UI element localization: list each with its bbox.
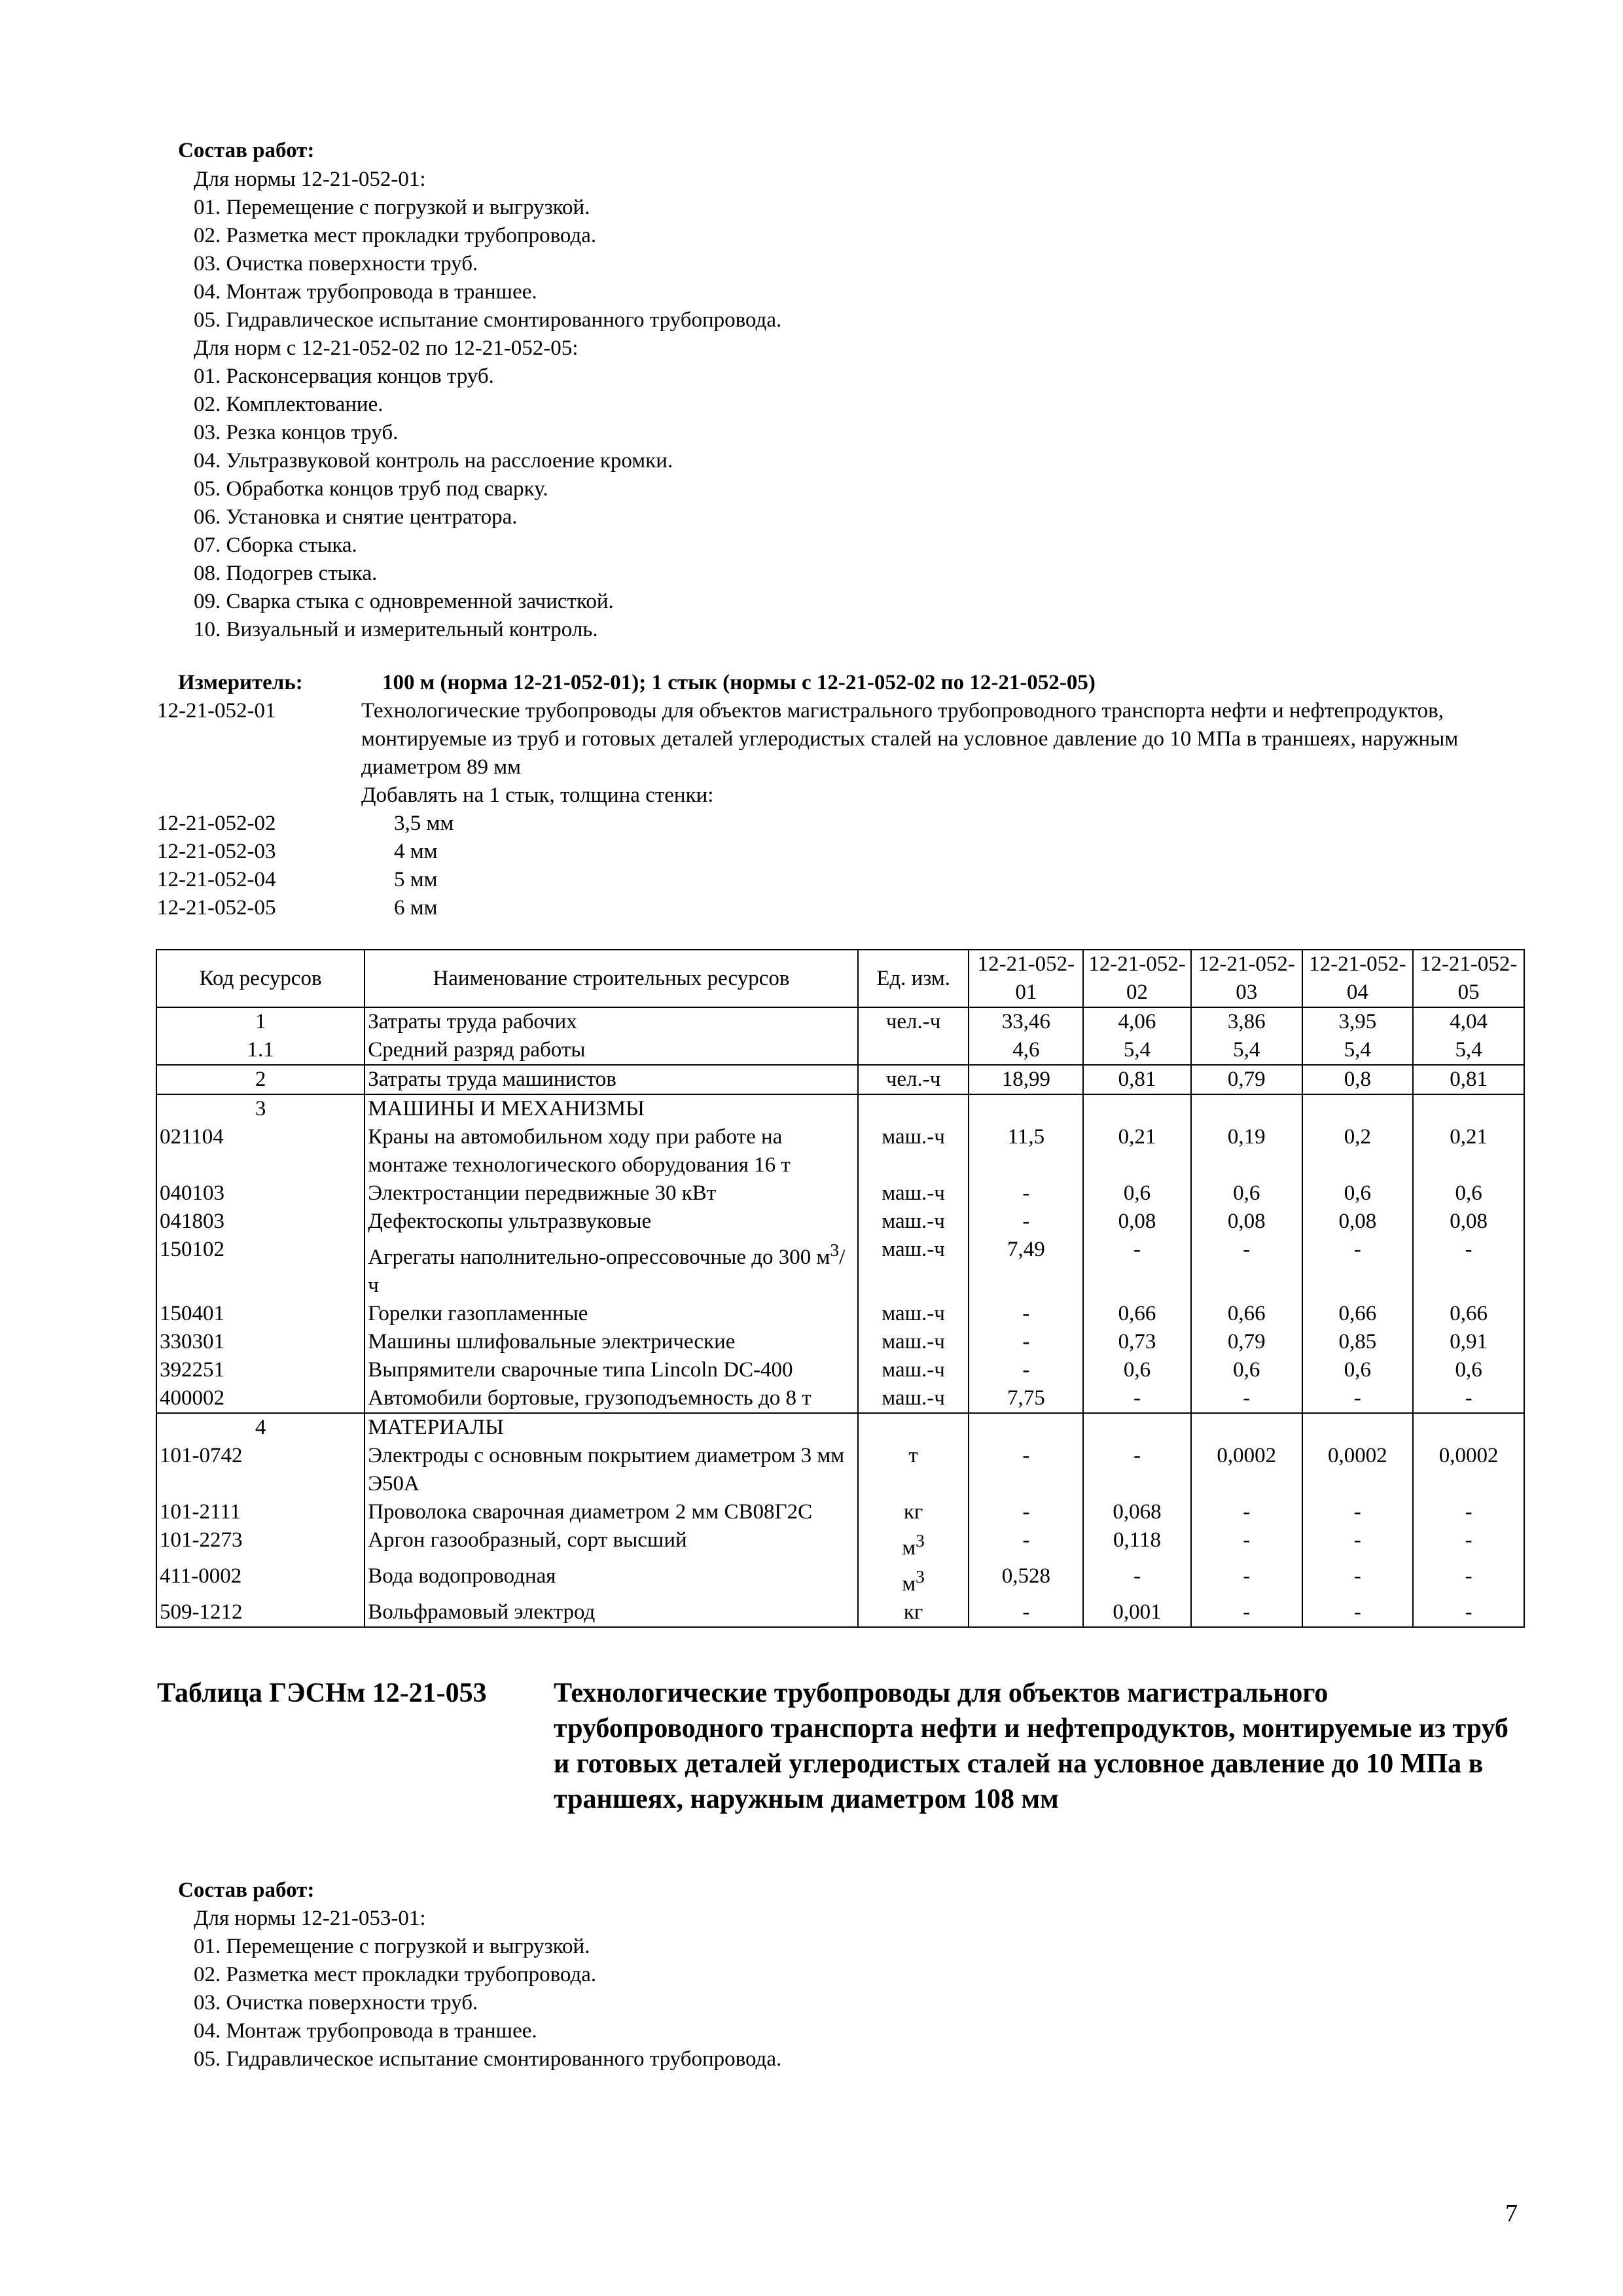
row-name: Горелки газопламенные xyxy=(365,1300,858,1328)
norm-description: Технологические трубопроводы для объектов магистрального трубопроводного транспорта нефти и нефтепродуктов, монтируемые из труб и готовых деталей углеродистых сталей на условное давление до 10 МПа в траншеях, наружным диаметром 89 мм xyxy=(361,699,1459,779)
row-value: - xyxy=(969,1598,1083,1627)
header-col: 12-21-052-01 xyxy=(969,950,1083,1007)
row-value: 18,99 xyxy=(969,1065,1083,1094)
composition-heading: Состав работ: xyxy=(178,1878,315,1902)
row-value: 0,6 xyxy=(1413,1356,1524,1384)
composition-line: 04. Ультразвуковой контроль на расслоение кромки. xyxy=(194,449,673,473)
table-row xyxy=(156,1094,1524,1123)
row-value: - xyxy=(1413,1236,1524,1300)
row-name: Проволока сварочная диаметром 2 мм СВ08Г2С xyxy=(365,1498,858,1526)
row-name: Электростанции передвижные 30 кВт xyxy=(365,1179,858,1208)
composition-line: 05. Обработка концов труб под сварку. xyxy=(194,477,548,501)
variant-code: 12-21-052-04 xyxy=(157,868,276,891)
row-value: 0,0002 xyxy=(1302,1442,1414,1498)
add-per-joint-text: Добавлять на 1 стык, толщина стенки: xyxy=(361,783,714,807)
row-name: Вода водопроводная xyxy=(365,1562,858,1598)
row-value: - xyxy=(1413,1562,1524,1598)
row-value: 0,66 xyxy=(1083,1300,1191,1328)
row-name: МАТЕРИАЛЫ xyxy=(365,1413,858,1442)
table-row xyxy=(156,1036,1524,1065)
table-row xyxy=(156,1065,1524,1094)
row-value: - xyxy=(1083,1442,1191,1498)
row-code: 2 xyxy=(156,1065,365,1094)
row-name: Средний разряд работы xyxy=(365,1036,858,1065)
row-value: 5,4 xyxy=(1413,1036,1524,1065)
superscript: 3 xyxy=(830,1240,840,1260)
composition-line: 05. Гидравлическое испытание смонтированного трубопровода. xyxy=(194,2047,782,2071)
row-value: 0,66 xyxy=(1191,1300,1302,1328)
row-code: 400002 xyxy=(156,1384,365,1413)
variant-value: 4 мм xyxy=(394,840,438,863)
composition-line: Для нормы 12-21-053-01: xyxy=(194,1907,426,1930)
row-value: 0,0002 xyxy=(1191,1442,1302,1498)
table-row xyxy=(156,1356,1524,1384)
table-row xyxy=(156,1562,1524,1598)
row-value: 0,001 xyxy=(1083,1598,1191,1627)
row-name: Затраты труда машинистов xyxy=(365,1065,858,1094)
row-value: 0,21 xyxy=(1413,1123,1524,1179)
norm-code: 12-21-052-01 xyxy=(157,699,276,723)
composition-line: Для норм с 12-21-052-02 по 12-21-052-05: xyxy=(194,336,579,360)
row-value: - xyxy=(1302,1498,1414,1526)
composition-line: 02. Разметка мест прокладки трубопровода. xyxy=(194,224,597,247)
table-row xyxy=(156,1384,1524,1413)
row-name-text: Агрегаты наполнительно-опрессовочные до 300 м xyxy=(368,1246,830,1269)
row-unit: маш.-ч xyxy=(858,1236,969,1300)
row-unit: маш.-ч xyxy=(858,1356,969,1384)
composition-line: 03. Резка концов труб. xyxy=(194,421,399,444)
row-name: Аргон газообразный, сорт высший xyxy=(365,1526,858,1562)
table-row xyxy=(156,1300,1524,1328)
table-row xyxy=(156,1413,1524,1442)
row-unit: маш.-ч xyxy=(858,1123,969,1179)
page-number: 7 xyxy=(1505,2200,1518,2227)
header-col: 12-21-052-05 xyxy=(1413,950,1524,1007)
composition-line: 09. Сварка стыка с одновременной зачисткой. xyxy=(194,590,614,613)
row-value: - xyxy=(969,1208,1083,1236)
row-code: 1 xyxy=(156,1007,365,1036)
composition-line: 01. Перемещение с погрузкой и выгрузкой. xyxy=(194,1935,590,1958)
resources-table xyxy=(156,949,1525,1628)
row-value: 5,4 xyxy=(1191,1036,1302,1065)
row-unit: маш.-ч xyxy=(858,1208,969,1236)
row-value: 0,66 xyxy=(1302,1300,1414,1328)
row-value: - xyxy=(969,1300,1083,1328)
row-value: 7,49 xyxy=(969,1236,1083,1300)
row-value: 0,08 xyxy=(1302,1208,1414,1236)
composition-line: 03. Очистка поверхности труб. xyxy=(194,252,478,276)
composition-line: 02. Комплектование. xyxy=(194,393,383,416)
table-row xyxy=(156,1498,1524,1526)
row-value: 0,08 xyxy=(1413,1208,1524,1236)
row-unit: чел.-ч xyxy=(858,1065,969,1094)
row-unit: т xyxy=(858,1442,969,1498)
row-value: 0,08 xyxy=(1083,1208,1191,1236)
row-code: 101-0742 xyxy=(156,1442,365,1498)
row-value: 0,6 xyxy=(1083,1179,1191,1208)
row-name: Затраты труда рабочих xyxy=(365,1007,858,1036)
row-value: 0,19 xyxy=(1191,1123,1302,1179)
row-value: - xyxy=(1191,1562,1302,1598)
row-code: 4 xyxy=(156,1413,365,1442)
row-value: 0,8 xyxy=(1302,1065,1414,1094)
row-value: 0,528 xyxy=(969,1562,1083,1598)
row-value: - xyxy=(969,1498,1083,1526)
row-value: - xyxy=(1302,1526,1414,1562)
row-value: 5,4 xyxy=(1083,1036,1191,1065)
row-name: Автомобили бортовые, грузоподъемность до 8 т xyxy=(365,1384,858,1413)
row-value: - xyxy=(1413,1526,1524,1562)
row-name xyxy=(365,1236,858,1300)
unit-text: м xyxy=(902,1572,916,1596)
composition-line: 03. Очистка поверхности труб. xyxy=(194,1991,478,2015)
header-code: Код ресурсов xyxy=(156,950,365,1007)
row-value: 0,6 xyxy=(1413,1179,1524,1208)
row-unit: маш.-ч xyxy=(858,1179,969,1208)
row-value: - xyxy=(1191,1236,1302,1300)
row-code: 509-1212 xyxy=(156,1598,365,1627)
composition-list xyxy=(194,1905,781,2073)
header-name: Наименование строительных ресурсов xyxy=(365,950,858,1007)
row-value: 0,79 xyxy=(1191,1065,1302,1094)
row-unit: маш.-ч xyxy=(858,1384,969,1413)
composition-line: 10. Визуальный и измерительный контроль. xyxy=(194,618,598,641)
row-code: 040103 xyxy=(156,1179,365,1208)
table-description: Технологические трубопроводы для объектов магистрального трубопроводного транспорта нефти и нефтепродуктов, монтируемые из труб и готовых деталей углеродистых сталей на условное давление до 10 МПа в траншеях, наружным диаметром 108 мм xyxy=(554,1678,1508,1814)
table-title xyxy=(157,1676,1518,1817)
composition-line: 05. Гидравлическое испытание смонтированного трубопровода. xyxy=(194,308,782,332)
row-value: 0,0002 xyxy=(1413,1442,1524,1498)
row-value: 0,91 xyxy=(1413,1328,1524,1356)
row-value: 0,85 xyxy=(1302,1328,1414,1356)
row-value: - xyxy=(969,1356,1083,1384)
composition-line: 07. Сборка стыка. xyxy=(194,533,357,557)
row-code: 041803 xyxy=(156,1208,365,1236)
row-value: - xyxy=(969,1442,1083,1498)
row-value: 4,04 xyxy=(1413,1007,1524,1036)
row-value: - xyxy=(1413,1498,1524,1526)
composition-line: Для нормы 12-21-052-01: xyxy=(194,168,426,191)
row-name: Вольфрамовый электрод xyxy=(365,1598,858,1627)
superscript: 3 xyxy=(916,1566,925,1587)
table-row xyxy=(156,1123,1524,1179)
composition-line: 08. Подогрев стыка. xyxy=(194,562,378,585)
row-name: Электроды с основным покрытием диаметром 3 мм Э50А xyxy=(365,1442,858,1498)
row-value: 0,81 xyxy=(1083,1065,1191,1094)
row-name: МАШИНЫ И МЕХАНИЗМЫ xyxy=(365,1094,858,1123)
row-unit: кг xyxy=(858,1598,969,1627)
row-value: 0,068 xyxy=(1083,1498,1191,1526)
row-value: 3,95 xyxy=(1302,1007,1414,1036)
row-value: - xyxy=(1302,1384,1414,1413)
table-code: Таблица ГЭСНм 12-21-053 xyxy=(157,1678,487,1708)
row-value: 0,81 xyxy=(1413,1065,1524,1094)
row-value: - xyxy=(1302,1236,1414,1300)
header-col: 12-21-052-04 xyxy=(1302,950,1414,1007)
row-name: Дефектоскопы ультразвуковые xyxy=(365,1208,858,1236)
row-code: 3 xyxy=(156,1094,365,1123)
row-code: 021104 xyxy=(156,1123,365,1179)
row-value: 0,73 xyxy=(1083,1328,1191,1356)
row-name: Выпрямители сварочные типа Lincoln DC-400 xyxy=(365,1356,858,1384)
row-value: 4,06 xyxy=(1083,1007,1191,1036)
row-value: 11,5 xyxy=(969,1123,1083,1179)
row-code: 1.1 xyxy=(156,1036,365,1065)
row-unit: маш.-ч xyxy=(858,1328,969,1356)
superscript: 3 xyxy=(916,1530,925,1551)
variant-value: 6 мм xyxy=(394,896,438,920)
row-unit: маш.-ч xyxy=(858,1300,969,1328)
table-row xyxy=(156,1007,1524,1036)
variant-code: 12-21-052-02 xyxy=(157,812,276,835)
row-unit xyxy=(858,1036,969,1065)
row-value: 0,21 xyxy=(1083,1123,1191,1179)
row-value: 0,6 xyxy=(1083,1356,1191,1384)
table-row xyxy=(156,1236,1524,1300)
variant-value: 3,5 мм xyxy=(394,812,454,835)
row-value: 0,08 xyxy=(1191,1208,1302,1236)
row-value: 3,86 xyxy=(1191,1007,1302,1036)
row-value: - xyxy=(969,1526,1083,1562)
row-code: 150102 xyxy=(156,1236,365,1300)
row-value: - xyxy=(1413,1384,1524,1413)
row-value: - xyxy=(1191,1498,1302,1526)
measurer-label: Измеритель: xyxy=(178,671,303,694)
row-unit xyxy=(858,1562,969,1598)
composition-line: 02. Разметка мест прокладки трубопровода. xyxy=(194,1963,597,1986)
composition-line: 04. Монтаж трубопровода в траншее. xyxy=(194,2019,537,2043)
measurer-value: 100 м (норма 12-21-052-01); 1 стык (нормы с 12-21-052-02 по 12-21-052-05) xyxy=(382,671,1096,694)
row-value: - xyxy=(1083,1236,1191,1300)
row-unit: кг xyxy=(858,1498,969,1526)
row-value: 4,6 xyxy=(969,1036,1083,1065)
table-row xyxy=(156,1328,1524,1356)
row-value: 7,75 xyxy=(969,1384,1083,1413)
unit-text: м xyxy=(902,1536,916,1560)
table-row xyxy=(156,1442,1524,1498)
table-row xyxy=(156,1526,1524,1562)
variant-code: 12-21-052-05 xyxy=(157,896,276,920)
composition-list xyxy=(194,166,781,644)
variant-value: 5 мм xyxy=(394,868,438,891)
row-value: 0,66 xyxy=(1413,1300,1524,1328)
row-value: 0,6 xyxy=(1302,1179,1414,1208)
row-value: - xyxy=(1191,1598,1302,1627)
row-value: - xyxy=(1413,1598,1524,1627)
row-code: 411-0002 xyxy=(156,1562,365,1598)
row-value: 5,4 xyxy=(1302,1036,1414,1065)
table-row xyxy=(156,1598,1524,1627)
measurer-block xyxy=(157,669,1505,922)
row-value: - xyxy=(1302,1598,1414,1627)
row-code: 150401 xyxy=(156,1300,365,1328)
row-code: 101-2273 xyxy=(156,1526,365,1562)
row-value: - xyxy=(1083,1562,1191,1598)
table-row xyxy=(156,1179,1524,1208)
row-unit: чел.-ч xyxy=(858,1007,969,1036)
row-unit xyxy=(858,1526,969,1562)
composition-line: 01. Расконсервация концов труб. xyxy=(194,365,494,388)
row-name-suffix: /ч xyxy=(368,1246,846,1297)
variant-code: 12-21-052-03 xyxy=(157,840,276,863)
composition-heading: Состав работ: xyxy=(178,139,315,162)
row-value: - xyxy=(1191,1384,1302,1413)
row-value: 0,6 xyxy=(1191,1356,1302,1384)
row-value: 0,79 xyxy=(1191,1328,1302,1356)
row-value: 0,118 xyxy=(1083,1526,1191,1562)
composition-line: 06. Установка и снятие центратора. xyxy=(194,505,518,529)
row-value: - xyxy=(1302,1562,1414,1598)
row-value: 0,6 xyxy=(1302,1356,1414,1384)
header-unit: Ед. изм. xyxy=(858,950,969,1007)
composition-line: 04. Монтаж трубопровода в траншее. xyxy=(194,280,537,304)
row-code: 392251 xyxy=(156,1356,365,1384)
row-code: 101-2111 xyxy=(156,1498,365,1526)
row-value: 0,6 xyxy=(1191,1179,1302,1208)
header-col: 12-21-052-03 xyxy=(1191,950,1302,1007)
row-value: 0,2 xyxy=(1302,1123,1414,1179)
row-value: 33,46 xyxy=(969,1007,1083,1036)
header-col: 12-21-052-02 xyxy=(1083,950,1191,1007)
row-name: Краны на автомобильном ходу при работе на монтаже технологического оборудования 16 т xyxy=(365,1123,858,1179)
row-name: Машины шлифовальные электрические xyxy=(365,1328,858,1356)
row-code: 330301 xyxy=(156,1328,365,1356)
table-row xyxy=(156,1208,1524,1236)
row-value: - xyxy=(1191,1526,1302,1562)
row-value: - xyxy=(969,1179,1083,1208)
composition-line: 01. Перемещение с погрузкой и выгрузкой. xyxy=(194,196,590,219)
row-value: - xyxy=(969,1328,1083,1356)
row-value: - xyxy=(1083,1384,1191,1413)
